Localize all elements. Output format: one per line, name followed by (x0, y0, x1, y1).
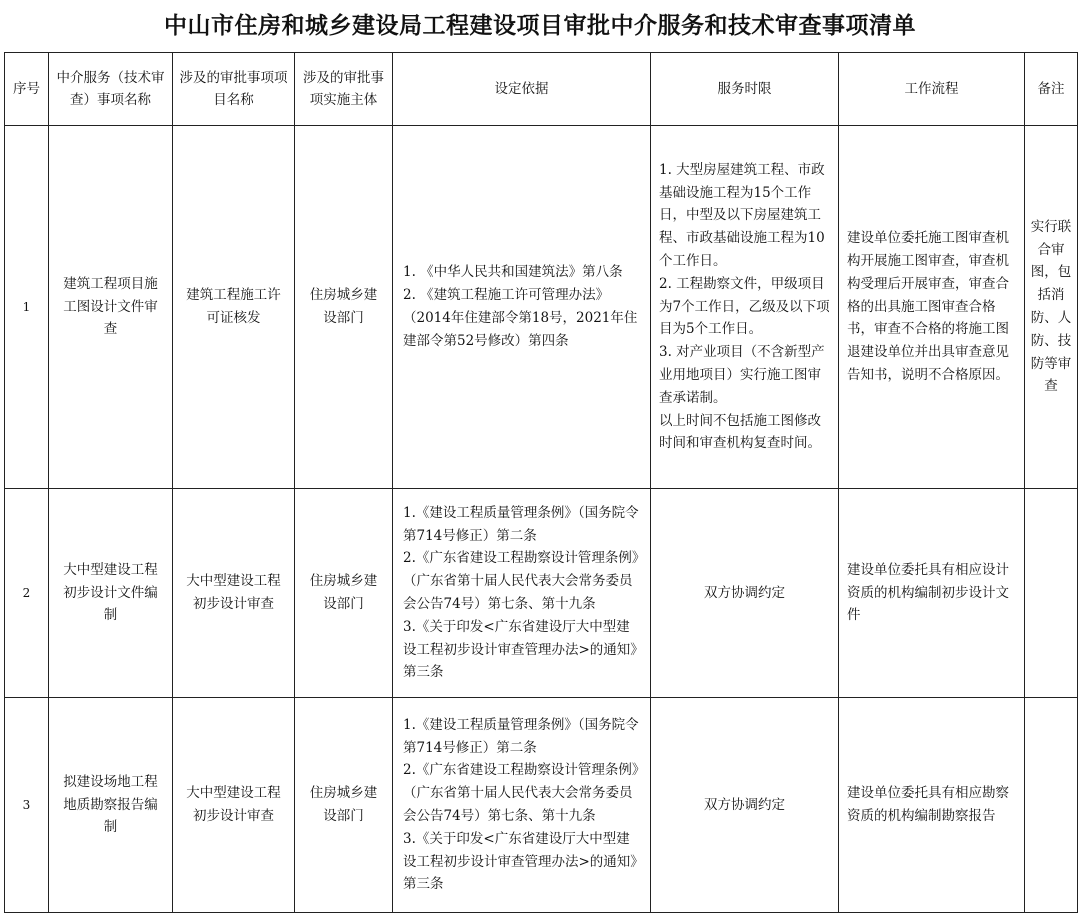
table-row (5, 489, 1078, 698)
cell-time-limit: 双方协调约定 (651, 489, 839, 698)
header-no: 序号 (5, 53, 49, 126)
time-limit-item: 3. 对产业项目（不含新型产业用地项目）实行施工图审查承诺制。 (659, 344, 825, 406)
time-limit-item: 以上时间不包括施工图修改时间和审查机构复查时间。 (659, 412, 821, 452)
cell-time-limit: 双方协调约定 (651, 698, 839, 913)
cell-workflow: 建设单位委托具有相应设计资质的机构编制初步设计文件 (839, 489, 1025, 698)
header-remark: 备注 (1025, 53, 1078, 126)
basis-item: 1.《建设工程质量管理条例》（国务院令第714号修正）第二条 (403, 716, 639, 756)
cell-workflow: 建设单位委托施工图审查机构开展施工图审查，审查机构受理后开展审查，审查合格的出具施工图审查合格书，审查不合格的将施工图退建设单位并出具审查意见告知书，说明不合格原因。 (839, 126, 1025, 489)
cell-no: 3 (5, 698, 49, 913)
cell-remark (1025, 489, 1078, 698)
cell-workflow: 建设单位委托具有相应勘察资质的机构编制勘察报告 (839, 698, 1025, 913)
basis-item: 3.《关于印发<广东省建设厅大中型建设工程初步设计审查管理办法>的通知》第三条 (403, 618, 638, 681)
table-row (5, 698, 1078, 913)
cell-service-name: 大中型建设工程初步设计文件编制 (49, 489, 173, 698)
cell-basis (393, 698, 651, 913)
basis-item: 1.《建设工程质量管理条例》（国务院令第714号修正）第二条 (403, 504, 639, 544)
cell-remark: 实行联合审图，包括消防、人防、技防等审查 (1025, 126, 1078, 489)
cell-subject: 住房城乡建设部门 (295, 489, 393, 698)
header-basis: 设定依据 (393, 53, 651, 126)
cell-no: 1 (5, 126, 49, 489)
cell-basis (393, 489, 651, 698)
table-row (5, 126, 1078, 489)
header-time-limit: 服务时限 (651, 53, 839, 126)
items-table (4, 52, 1078, 913)
basis-item: 2.《广东省建设工程勘察设计管理条例》（广东省第十届人民代表大会常务委员会公告74号）第七条、第十九条 (403, 762, 639, 824)
cell-approval-name: 大中型建设工程初步设计审查 (173, 489, 295, 698)
cell-service-name: 拟建设场地工程地质勘察报告编制 (49, 698, 173, 913)
cell-approval-name: 建筑工程施工许可证核发 (173, 126, 295, 489)
cell-approval-name: 大中型建设工程初步设计审查 (173, 698, 295, 913)
header-workflow: 工作流程 (839, 53, 1025, 126)
cell-basis (393, 126, 651, 489)
basis-item: 1. 《中华人民共和国建筑法》第八条 (403, 264, 623, 281)
header-approval-name: 涉及的审批事项项目名称 (173, 53, 295, 126)
table-header-row (5, 53, 1078, 126)
time-limit-item: 1. 大型房屋建筑工程、市政基础设施工程为15个工作日，中型及以下房屋建筑工程、市政基础设施工程为10个工作日。 (659, 161, 825, 269)
header-subject: 涉及的审批事项实施主体 (295, 53, 393, 126)
basis-item: 2. 《建筑工程施工许可管理办法》（2014年住建部令第18号，2021年住建部令第52号修改）第四条 (403, 287, 638, 349)
time-limit-item: 2. 工程勘察文件，甲级项目为7个工作日，乙级及以下项目为5个工作日。 (659, 275, 830, 338)
cell-no: 2 (5, 489, 49, 698)
cell-remark (1025, 698, 1078, 913)
cell-service-name: 建筑工程项目施工图设计文件审查 (49, 126, 173, 489)
page-title: 中山市住房和城乡建设局工程建设项目审批中介服务和技术审查事项清单 (164, 13, 916, 39)
cell-subject: 住房城乡建设部门 (295, 126, 393, 489)
basis-item: 2.《广东省建设工程勘察设计管理条例》（广东省第十届人民代表大会常务委员会公告74号）第七条、第十九条 (403, 550, 639, 612)
cell-time-limit (651, 126, 839, 489)
basis-item: 3.《关于印发<广东省建设厅大中型建设工程初步设计审查管理办法>的通知》第三条 (403, 830, 638, 893)
header-service-name: 中介服务（技术审查）事项名称 (49, 53, 173, 126)
cell-subject: 住房城乡建设部门 (295, 698, 393, 913)
